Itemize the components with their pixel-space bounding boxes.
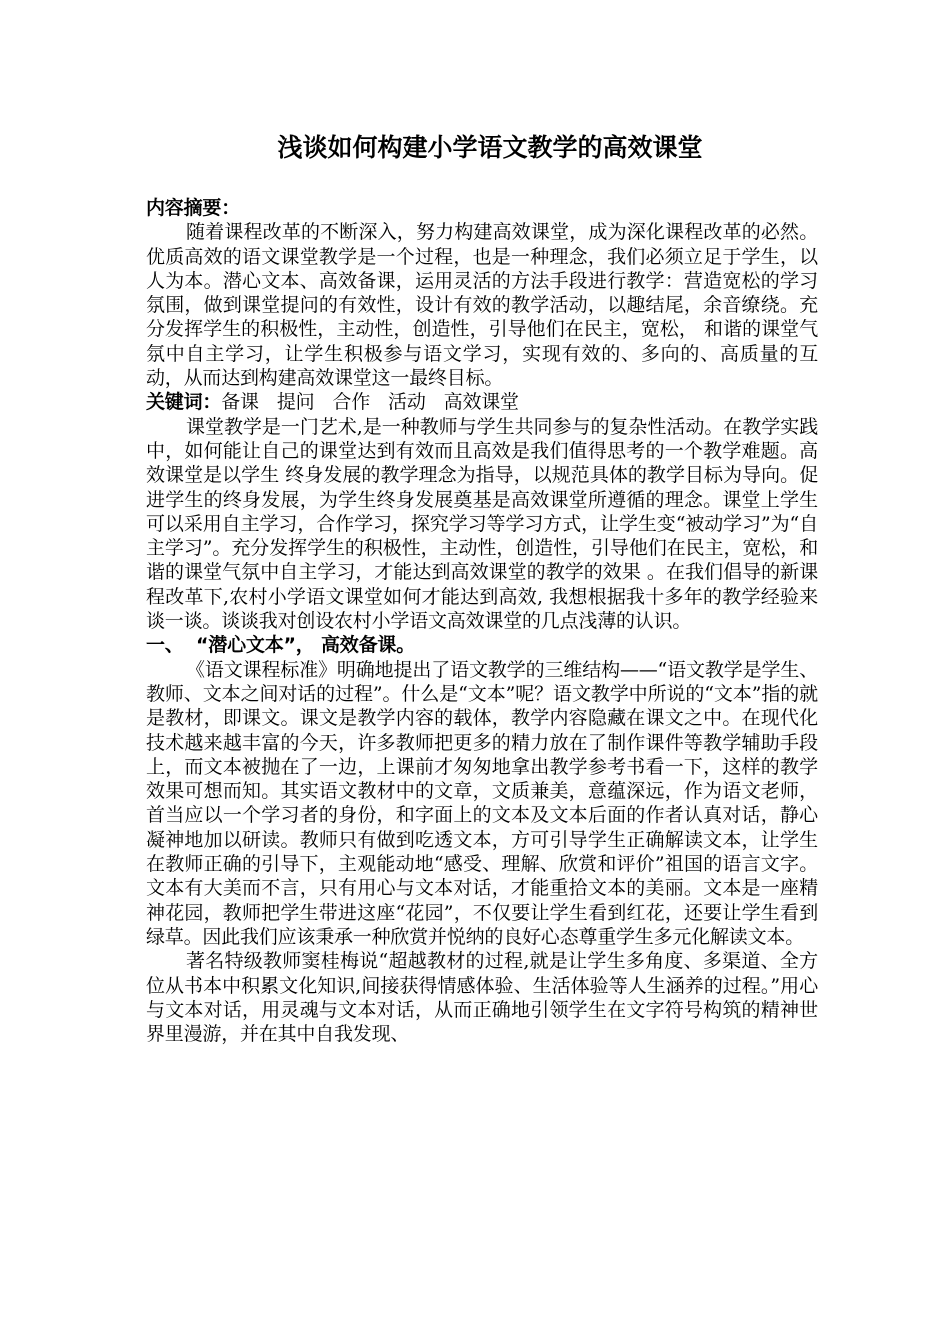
keyword-item: 活动 — [388, 391, 426, 414]
document-page — [146, 128, 818, 1046]
keywords-line — [146, 390, 818, 414]
section-number: 一、 — [146, 634, 184, 657]
keywords-label: 关键词： — [146, 391, 222, 414]
abstract-label: 内容摘要： — [146, 197, 241, 219]
abstract-paragraph: 随着课程改革的不断深入，努力构建高效课堂，成为深化课程改革的必然。优质高效的语文课堂教学是一个过程，也是一种理念，我们必须立足于学生，以人为本。潜心文本、高效备课，运用灵活的方法手段进行教学：营造宽松的学习氛围，做到课堂提问的有效性，设计有效的教学活动，以趣结尾，余音缭绕。充分发挥学生的积极性，主动性，创造性，引导他们在民主，宽松， 和谐的课堂气氛中自主学习，让学生积极参与语文学习，实现有效的、多向的、高质量的互动，从而达到构建高效课堂这一最终目标。 — [146, 221, 818, 390]
keyword-item: 合作 — [332, 391, 371, 414]
section-paragraph: 《语文课程标准》明确地提出了语文教学的三维结构——“语文教学是学生、教师、文本之间对话的过程”。什么是“文本”呢？语文教学中所说的“文本”指的就是教材，即课文。课文是教学内容的载体，教学内容隐藏在课文之中。在现代化技术越来越丰富的今天，许多教师把更多的精力放在了制作课件等教学辅助手段上，而文本被抛在了一边，上课前才匆匆地拿出教学参考书看一下，这样的教学效果可想而知。其实语文教材中的文章，文质兼美，意蕴深远，作为语文老师，首当应以一个学习者的身份，和字面上的文本及文本后面的作者认真对话，静心凝神地加以研读。教师只有做到吃透文本，方可引导学生正确解读文本，让学生在教师正确的引导下，主观能动地“感受、理解、欣赏和评价”祖国的语言文字。文本有大美而不言，只有用心与文本对话，才能重拾文本的美丽。文本是一座精神花园，教师把学生带进这座“花园”，不仅要让学生看到红花，还要让学生看到绿草。因此我们应该秉承一种欣赏并悦纳的良好心态尊重学生多元化解读文本。 — [146, 658, 818, 948]
document-body — [146, 196, 818, 1046]
keyword-item: 提问 — [276, 391, 315, 414]
keyword-item: 高效课堂 — [443, 391, 519, 414]
keyword-item: 备课 — [221, 391, 259, 414]
section-paragraph: 著名特级教师窦桂梅说“超越教材的过程,就是让学生多角度、多渠道、全方位从书本中积累文化知识,间接获得情感体验、生活体验等人生涵养的过程。”用心与文本对话，用灵魂与文本对话，从而正确地引领学生在文字符号构筑的精神世界里漫游，并在其中自我发现、 — [146, 950, 818, 1046]
document-title: 浅谈如何构建小学语文教学的高效课堂 — [277, 133, 703, 162]
section-heading — [146, 633, 818, 657]
intro-paragraph: 课堂教学是一门艺术,是一种教师与学生共同参与的复杂性活动。在教学实践中，如何能让自己的课堂达到有效而且高效是我们值得思考的一个教学难题。高效课堂是以学生 终身发展的教学理念为指导，以规范具体的教学目标为导向。促进学生的终身发展，为学生终身发展奠基是高效课堂所遵循的理念。课堂上学生可以采用自主学习，合作学习，探究学习等学习方式，让学生变“被动学习”为“自主学习”。充分发挥学生的积极性，主动性，创造性，引导他们在民主，宽松，和谐的课堂气氛中自主学习，才能达到高效课堂的教学的效果 。在我们倡导的新课程改革下,农村小学语文课堂如何才能达到高效, 我想根据我十多年的教学经验来谈一谈。谈谈我对创设农村小学语文高效课堂的几点浅薄的认识。 — [146, 415, 818, 633]
section-title: “潜心文本”， 高效备课。 — [196, 634, 415, 657]
